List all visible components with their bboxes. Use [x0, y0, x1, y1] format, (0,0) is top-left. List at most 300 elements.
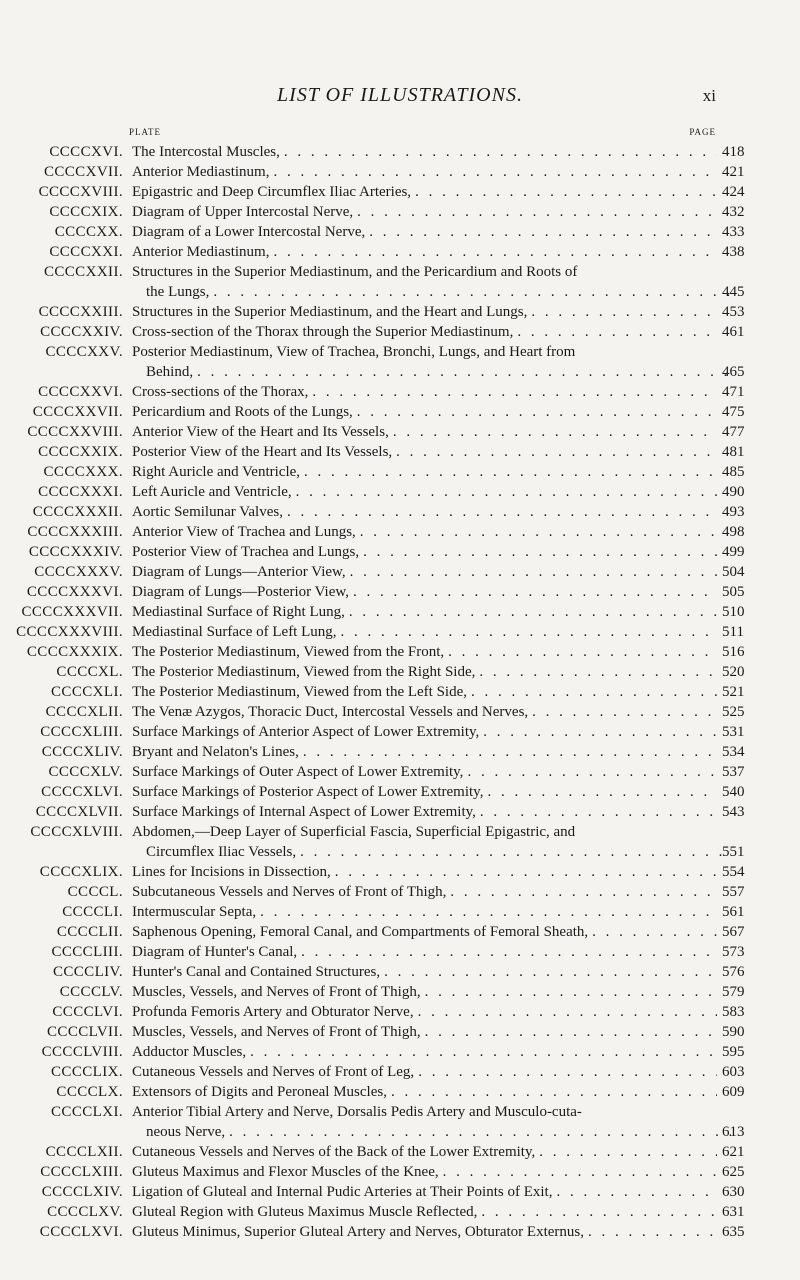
dot-leader [528, 702, 717, 722]
plate-number: CCCCLVI. [52, 1004, 123, 1020]
entry-title-line [132, 662, 717, 682]
dot-leader [346, 562, 717, 582]
list-item [0, 562, 800, 582]
list-item [0, 1102, 800, 1142]
page-reference: 631 [722, 1204, 745, 1220]
plate-number: CCCCXXIX. [38, 444, 123, 460]
dot-leader [421, 1022, 717, 1042]
dot-leader [476, 802, 717, 822]
entry-title-text: Mediastinal Surface of Left Lung, [132, 624, 337, 640]
page-reference: 579 [722, 984, 745, 1000]
dot-leader [246, 1042, 717, 1062]
plate-number: CCCCLIII. [51, 944, 123, 960]
entry-title-line [132, 702, 717, 722]
entry-title-text: Profunda Femoris Artery and Obturator Nerve, [132, 1004, 414, 1020]
dot-leader [588, 922, 717, 942]
list-item [0, 722, 800, 742]
list-item [0, 782, 800, 802]
dot-leader [477, 1202, 717, 1222]
entry-title-line [132, 782, 717, 802]
entry-title-line [132, 1082, 717, 1102]
dot-leader [479, 722, 717, 742]
plate-number: CCCCXXXVIII. [16, 624, 123, 640]
page-reference: 534 [722, 744, 745, 760]
dot-leader [535, 1142, 717, 1162]
plate-number: CCCCLXV. [47, 1204, 123, 1220]
entry-title-text: Anterior Mediastinum, [132, 164, 270, 180]
page-reference: 630 [722, 1184, 745, 1200]
entry-title-text: Subcutaneous Vessels and Nerves of Front of Thigh, [132, 884, 447, 900]
list-item [0, 822, 800, 862]
list-item [0, 582, 800, 602]
entry-title-line [132, 182, 717, 202]
entry-title-text: Gluteal Region with Gluteus Maximus Muscle Reflected, [132, 1204, 478, 1220]
list-item [0, 222, 800, 242]
list-item [0, 1042, 800, 1062]
list-item [0, 662, 800, 682]
list-item [0, 382, 800, 402]
entry-title-text: Gluteus Maximus and Flexor Muscles of the Knee, [132, 1164, 439, 1180]
dot-leader [467, 682, 717, 702]
dot-leader [269, 162, 717, 182]
page-reference: 551 [722, 844, 745, 860]
entry-title-text: Cutaneous Vessels and Nerves of the Back of the Lower Extremity, [132, 1144, 536, 1160]
list-item [0, 542, 800, 562]
list-item [0, 502, 800, 522]
entry-title-text: Cross-section of the Thorax through the Superior Mediastinum, [132, 324, 514, 340]
list-item [0, 462, 800, 482]
entry-title-text: Pericardium and Roots of the Lungs, [132, 404, 353, 420]
page-reference: 590 [722, 1024, 745, 1040]
list-item [0, 322, 800, 342]
entry-title-line [132, 462, 717, 482]
dot-leader [280, 142, 717, 162]
entry-title-line [132, 422, 717, 442]
list-item [0, 1222, 800, 1242]
entry-title-text: Surface Markings of Posterior Aspect of Lower Extremity, [132, 784, 484, 800]
dot-leader [483, 782, 717, 802]
list-item [0, 482, 800, 502]
plate-number: CCCCLV. [59, 984, 123, 1000]
page-reference: 510 [722, 604, 745, 620]
dot-leader [463, 762, 717, 782]
plate-number: CCCCL. [67, 884, 123, 900]
page-reference: 567 [722, 924, 745, 940]
entry-title-line [146, 282, 731, 302]
entry-title-line [132, 1062, 717, 1082]
dot-leader [269, 242, 717, 262]
plate-column-heading: PLATE [129, 127, 161, 137]
entry-title-line [132, 162, 717, 182]
entry-title-text: The Posterior Mediastinum, Viewed from the Front, [132, 644, 445, 660]
entry-title-text: neous Nerve, [146, 1124, 226, 1140]
dot-leader [444, 642, 717, 662]
plate-number: CCCCXVIII. [38, 184, 123, 200]
list-item [0, 642, 800, 662]
page-reference: 490 [722, 484, 745, 500]
plate-number: CCCCXXXII. [32, 504, 123, 520]
illustrations-list [0, 142, 800, 1242]
page-reference: 421 [722, 164, 745, 180]
entry-title-line [132, 1022, 717, 1042]
page-reference: 453 [722, 304, 745, 320]
page-reference: 540 [722, 784, 745, 800]
page-reference: 531 [722, 724, 745, 740]
dot-leader [299, 742, 717, 762]
entry-title-line [132, 542, 717, 562]
entry-title-line [132, 922, 717, 942]
page-reference: 521 [722, 684, 745, 700]
plate-number: CCCCLXIV. [41, 1184, 123, 1200]
entry-title-text: Anterior View of Trachea and Lungs, [132, 524, 356, 540]
plate-number: CCCCXXXIV. [28, 544, 123, 560]
entry-title-line [132, 522, 717, 542]
dot-leader [193, 362, 731, 382]
page-reference: 465 [722, 364, 745, 380]
entry-title-text: Lines for Incisions in Dissection, [132, 864, 331, 880]
entry-title-line: Structures in the Superior Mediastinum, and the Pericardium and Roots of [132, 264, 578, 280]
plate-number: CCCCXLVIII. [30, 824, 123, 840]
list-item [0, 762, 800, 782]
page-reference: 481 [722, 444, 745, 460]
list-item [0, 802, 800, 822]
page-reference: 635 [722, 1224, 745, 1240]
dot-leader [349, 582, 717, 602]
dot-leader [389, 422, 717, 442]
plate-number: CCCCXXXI. [38, 484, 123, 500]
list-item [0, 422, 800, 442]
dot-leader [297, 942, 717, 962]
dot-leader [387, 1082, 717, 1102]
plate-number: CCCCXXXIX. [26, 644, 123, 660]
list-item [0, 402, 800, 422]
entry-title-text: The Venæ Azygos, Thoracic Duct, Intercostal Vessels and Nerves, [132, 704, 529, 720]
plate-number: CCCCXXIV. [40, 324, 123, 340]
entry-title-text: Ligation of Gluteal and Internal Pudic Arteries at Their Points of Exit, [132, 1184, 553, 1200]
entry-title-text: Epigastric and Deep Circumflex Iliac Arteries, [132, 184, 412, 200]
entry-title-line [132, 322, 717, 342]
list-item [0, 942, 800, 962]
list-item [0, 682, 800, 702]
page-reference: 461 [722, 324, 745, 340]
list-item [0, 342, 800, 382]
entry-title-line [132, 582, 717, 602]
dot-leader [359, 542, 717, 562]
dot-leader [308, 382, 717, 402]
list-item [0, 1082, 800, 1102]
list-item [0, 162, 800, 182]
plate-number: CCCCLIX. [51, 1064, 123, 1080]
column-headings [0, 127, 800, 139]
plate-number: CCCCLVII. [47, 1024, 123, 1040]
list-item [0, 702, 800, 722]
list-item [0, 1002, 800, 1022]
list-item [0, 142, 800, 162]
list-item [0, 962, 800, 982]
list-item [0, 1142, 800, 1162]
dot-leader [527, 302, 717, 322]
entry-title-line [132, 1162, 717, 1182]
dot-leader [365, 222, 717, 242]
entry-title-text: Surface Markings of Anterior Aspect of Lower Extremity, [132, 724, 480, 740]
plate-number: CCCCXLII. [45, 704, 123, 720]
list-item [0, 1162, 800, 1182]
plate-number: CCCCXXV. [45, 344, 123, 360]
entry-title-line [146, 362, 731, 382]
plate-number: CCCCXLV. [48, 764, 123, 780]
list-item [0, 1182, 800, 1202]
list-item [0, 302, 800, 322]
list-item [0, 882, 800, 902]
entry-title-text: The Intercostal Muscles, [132, 144, 280, 160]
entry-title-text: Extensors of Digits and Peroneal Muscles, [132, 1084, 387, 1100]
entry-title-text: The Posterior Mediastinum, Viewed from the Right Side, [132, 664, 476, 680]
list-item [0, 262, 800, 302]
page-reference: 499 [722, 544, 745, 560]
entry-title-line [132, 682, 717, 702]
list-item [0, 1022, 800, 1042]
entry-title-text: Diagram of Lungs—Posterior View, [132, 584, 349, 600]
dot-leader [439, 1162, 717, 1182]
list-item [0, 202, 800, 222]
dot-leader [225, 1122, 731, 1142]
entry-title-line [132, 202, 717, 222]
entry-title-text: Hunter's Canal and Contained Structures, [132, 964, 381, 980]
list-item [0, 1202, 800, 1222]
page-reference: 554 [722, 864, 745, 880]
page-reference: 445 [722, 284, 745, 300]
entry-title-line [132, 302, 717, 322]
plate-number: CCCCLVIII. [41, 1044, 123, 1060]
entry-title-line [132, 722, 717, 742]
page-reference: 432 [722, 204, 745, 220]
dot-leader [421, 982, 717, 1002]
entry-title-line [132, 742, 717, 762]
entry-title-line [132, 642, 717, 662]
list-item [0, 742, 800, 762]
page-reference: 438 [722, 244, 745, 260]
page-reference: 498 [722, 524, 745, 540]
entry-title-text: Gluteus Minimus, Superior Gluteal Artery and Nerves, Obturator Externus, [132, 1224, 584, 1240]
plate-number: CCCCXXXVI. [26, 584, 123, 600]
entry-title-line [132, 242, 717, 262]
entry-title-line [132, 802, 717, 822]
entry-title-text: Diagram of Upper Intercostal Nerve, [132, 204, 354, 220]
dot-leader [446, 882, 717, 902]
page-reference: 576 [722, 964, 745, 980]
entry-title-text: Posterior View of the Heart and Its Vessels, [132, 444, 393, 460]
plate-number: CCCCXX. [54, 224, 123, 240]
plate-number: CCCCXLIII. [40, 724, 123, 740]
entry-title-line [132, 562, 717, 582]
entry-title-line [132, 1142, 717, 1162]
entry-title-text: Muscles, Vessels, and Nerves of Front of Thigh, [132, 984, 421, 1000]
page-reference: 537 [722, 764, 745, 780]
page-reference: 433 [722, 224, 745, 240]
plate-number: CCCCLXII. [45, 1144, 123, 1160]
page-reference: 520 [722, 664, 745, 680]
entry-title-text: Posterior View of Trachea and Lungs, [132, 544, 360, 560]
dot-leader [513, 322, 717, 342]
entry-title-text: Saphenous Opening, Femoral Canal, and Compartments of Femoral Sheath, [132, 924, 589, 940]
plate-number: CCCCXXXV. [34, 564, 123, 580]
dot-leader [296, 842, 731, 862]
entry-title-text: Surface Markings of Internal Aspect of Lower Extremity, [132, 804, 476, 820]
plate-number: CCCCXIX. [49, 204, 123, 220]
page-reference: 621 [722, 1144, 745, 1160]
running-title: LIST OF ILLUSTRATIONS. [277, 84, 523, 106]
dot-leader [392, 442, 717, 462]
entry-title-line [132, 942, 717, 962]
plate-number: CCCCLXIII. [40, 1164, 123, 1180]
plate-number: CCCCXXIII. [38, 304, 123, 320]
plate-number: CCCCXLIV. [41, 744, 123, 760]
dot-leader [331, 862, 717, 882]
page-reference: 477 [722, 424, 745, 440]
plate-number: CCCCXXXIII. [27, 524, 123, 540]
dot-leader [353, 202, 717, 222]
page-reference: 493 [722, 504, 745, 520]
page-reference: 603 [722, 1064, 745, 1080]
list-item [0, 242, 800, 262]
entry-title-line [132, 482, 717, 502]
plate-number: CCCCXLIX. [39, 864, 123, 880]
page-reference: 418 [722, 144, 745, 160]
entry-title-line [132, 762, 717, 782]
dot-leader [300, 462, 717, 482]
page-reference: 543 [722, 804, 745, 820]
page-number: xi [702, 86, 716, 105]
entry-title-line [132, 382, 717, 402]
entry-title-text: Diagram of Hunter's Canal, [132, 944, 298, 960]
plate-number: CCCCXXXVII. [21, 604, 123, 620]
page-reference: 475 [722, 404, 745, 420]
entry-title-line [146, 1122, 731, 1142]
page-reference: 471 [722, 384, 745, 400]
list-item [0, 1062, 800, 1082]
entry-title-line [132, 862, 717, 882]
entry-title-text: Behind, [146, 364, 194, 380]
page-reference: 625 [722, 1164, 745, 1180]
entry-title-text: Left Auricle and Ventricle, [132, 484, 292, 500]
entry-title-text: Muscles, Vessels, and Nerves of Front of Thigh, [132, 1024, 421, 1040]
plate-number: CCCCXXII. [43, 264, 123, 280]
page-reference: 525 [722, 704, 745, 720]
entry-title-line [132, 1042, 717, 1062]
entry-title-text: Surface Markings of Outer Aspect of Lower Extremity, [132, 764, 464, 780]
entry-title-line: Anterior Tibial Artery and Nerve, Dorsalis Pedis Artery and Musculo-cuta- [132, 1104, 582, 1120]
plate-number: CCCCXXVIII. [27, 424, 123, 440]
entry-title-line: Posterior Mediastinum, View of Trachea, Bronchi, Lungs, and Heart from [132, 344, 576, 360]
plate-number: CCCCLXVI. [39, 1224, 123, 1240]
plate-number: CCCCXVII. [43, 164, 123, 180]
entry-title-text: Circumflex Iliac Vessels, [146, 844, 297, 860]
entry-title-line [132, 902, 717, 922]
dot-leader [552, 1182, 717, 1202]
page-reference: 613 [722, 1124, 745, 1140]
dot-leader [256, 902, 717, 922]
plate-number: CCCCXXI. [49, 244, 123, 260]
page-reference: 424 [722, 184, 745, 200]
page-reference: 561 [722, 904, 745, 920]
entry-title-line [132, 402, 717, 422]
list-item [0, 922, 800, 942]
page-reference: 485 [722, 464, 745, 480]
entry-title-text: Diagram of a Lower Intercostal Nerve, [132, 224, 366, 240]
entry-title-text: Structures in the Superior Mediastinum, and the Heart and Lungs, [132, 304, 528, 320]
plate-number: CCCCXLI. [51, 684, 123, 700]
list-item [0, 862, 800, 882]
entry-title-text: Intermuscular Septa, [132, 904, 257, 920]
page-reference: 609 [722, 1084, 745, 1100]
entry-title-text: The Posterior Mediastinum, Viewed from the Left Side, [132, 684, 468, 700]
entry-title-line [132, 622, 717, 642]
list-item [0, 182, 800, 202]
plate-number: CCCCXLVI. [41, 784, 123, 800]
dot-leader [345, 602, 717, 622]
entry-title-line [132, 982, 717, 1002]
plate-number: CCCCLXI. [51, 1104, 123, 1120]
page-reference: 583 [722, 1004, 745, 1020]
plate-number: CCCCLIV. [52, 964, 123, 980]
plate-number: CCCCXXVII. [32, 404, 123, 420]
dot-leader [353, 402, 717, 422]
dot-leader [356, 522, 717, 542]
plate-number: CCCCLII. [56, 924, 123, 940]
entry-title-text: Anterior View of the Heart and Its Vessels, [132, 424, 389, 440]
entry-title-text: the Lungs, [146, 284, 210, 300]
dot-leader [414, 1062, 717, 1082]
entry-title-line [132, 222, 717, 242]
list-item [0, 522, 800, 542]
list-item [0, 982, 800, 1002]
page-reference: 573 [722, 944, 745, 960]
page-column-heading: PAGE [689, 127, 716, 137]
plate-number: CCCCXXVI. [38, 384, 123, 400]
entry-title-line [146, 842, 731, 862]
plate-number: CCCCXL. [56, 664, 123, 680]
entry-title-text: Anterior Mediastinum, [132, 244, 270, 260]
entry-title-line [132, 962, 717, 982]
entry-title-line [132, 1222, 717, 1242]
entry-title-text: Right Auricle and Ventricle, [132, 464, 301, 480]
entry-title-line [132, 442, 717, 462]
dot-leader [337, 622, 717, 642]
page-reference: 595 [722, 1044, 745, 1060]
entry-title-line [132, 142, 717, 162]
entry-title-line [132, 1182, 717, 1202]
entry-title-line [132, 502, 717, 522]
entry-title-text: Diagram of Lungs—Anterior View, [132, 564, 346, 580]
plate-number: CCCCLX. [56, 1084, 123, 1100]
entry-title-text: Aortic Semilunar Valves, [132, 504, 283, 520]
page-reference: 511 [722, 624, 744, 640]
dot-leader [584, 1222, 717, 1242]
entry-title-line [132, 882, 717, 902]
page-reference: 557 [722, 884, 745, 900]
plate-number: CCCCXLVII. [35, 804, 123, 820]
list-item [0, 442, 800, 462]
dot-leader [411, 182, 717, 202]
entry-title-text: Bryant and Nelaton's Lines, [132, 744, 299, 760]
page-reference: 516 [722, 644, 745, 660]
page-reference: 505 [722, 584, 745, 600]
entry-title-text: Cutaneous Vessels and Nerves of Front of Leg, [132, 1064, 415, 1080]
dot-leader [209, 282, 731, 302]
plate-number: CCCCXVI. [49, 144, 123, 160]
dot-leader [475, 662, 717, 682]
dot-leader [283, 502, 717, 522]
